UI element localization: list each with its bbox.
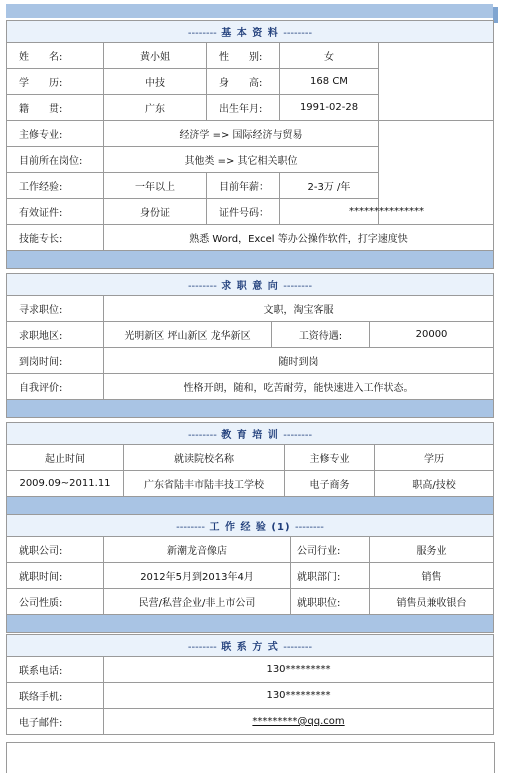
photo-cell xyxy=(379,43,494,121)
post-value: 销售员兼收银台 xyxy=(370,589,494,615)
edu-header-period: 起止时间 xyxy=(7,445,124,471)
edu-header-degree: 学历 xyxy=(375,445,494,471)
current-job-value: 其他类 => 其它相关职位 xyxy=(104,147,379,173)
dept-value: 销售 xyxy=(370,563,494,589)
id-label: 有效证件: xyxy=(7,199,104,225)
self-eval-label: 自我评价: xyxy=(7,374,104,400)
work-exp-label: 工作经验: xyxy=(7,173,104,199)
education-value: 中技 xyxy=(104,69,207,95)
work-time-label: 就职时间: xyxy=(7,563,104,589)
origin-value: 广东 xyxy=(104,95,207,121)
basic-info-table xyxy=(6,20,494,269)
edu-header-school: 就读院校名称 xyxy=(124,445,285,471)
arrive-label: 到岗时间: xyxy=(7,348,104,374)
contact-table xyxy=(6,634,494,735)
resume-page xyxy=(6,4,493,774)
origin-label: 籍 贯: xyxy=(7,95,104,121)
work-experience-table xyxy=(6,514,494,633)
gender-label: 性 别: xyxy=(207,43,280,69)
section-band xyxy=(7,400,494,418)
current-job-label: 目前所在岗位: xyxy=(7,147,104,173)
mobile-value: 130********* xyxy=(104,683,494,709)
education-label: 学 历: xyxy=(7,69,104,95)
major-value: 经济学 => 国际经济与贸易 xyxy=(104,121,379,147)
id-no-value: *************** xyxy=(280,199,494,225)
nature-value: 民营/私营企业/非上市公司 xyxy=(104,589,291,615)
education-heading: -------- 教 育 培 训 -------- xyxy=(7,423,494,445)
industry-label: 公司行业: xyxy=(291,537,370,563)
job-intent-table xyxy=(6,273,494,418)
pay-label: 工资待遇: xyxy=(272,322,370,348)
post-label: 就职职位: xyxy=(291,589,370,615)
major-label: 主修专业: xyxy=(7,121,104,147)
table-row xyxy=(7,471,494,497)
name-value: 黄小姐 xyxy=(104,43,207,69)
edu-major: 电子商务 xyxy=(285,471,375,497)
section-band xyxy=(7,251,494,269)
section-band xyxy=(7,497,494,515)
salary-label: 目前年薪： xyxy=(207,173,280,199)
pay-value: 20000 xyxy=(370,322,494,348)
salary-value: 2-3万 /年 xyxy=(280,173,379,199)
company-label: 就职公司: xyxy=(7,537,104,563)
height-label: 身 高: xyxy=(207,69,280,95)
position-label: 寻求职位: xyxy=(7,296,104,322)
gender-value: 女 xyxy=(280,43,379,69)
section-band xyxy=(7,615,494,633)
name-label: 姓 名: xyxy=(7,43,104,69)
edu-degree: 职高/技校 xyxy=(375,471,494,497)
job-intent-heading: -------- 求 职 意 向 -------- xyxy=(7,274,494,296)
position-value: 文职，淘宝客服 xyxy=(104,296,494,322)
id-value: 身份证 xyxy=(104,199,207,225)
height-value: 168 CM xyxy=(280,69,379,95)
birth-label: 出生年月: xyxy=(207,95,280,121)
empty-footer-row xyxy=(6,742,495,773)
area-label: 求职地区: xyxy=(7,322,104,348)
area-value: 光明新区 坪山新区 龙华新区 xyxy=(104,322,272,348)
company-value: 新潮龙音像店 xyxy=(104,537,291,563)
nature-label: 公司性质: xyxy=(7,589,104,615)
phone-label: 联系电话: xyxy=(7,657,104,683)
id-no-label: 证件号码： xyxy=(207,199,280,225)
work-exp-value: 一年以上 xyxy=(104,173,207,199)
education-table xyxy=(6,422,494,515)
arrive-value: 随时到岗 xyxy=(104,348,494,374)
dept-label: 就职部门: xyxy=(291,563,370,589)
edu-school: 广东省陆丰市陆丰技工学校 xyxy=(124,471,285,497)
industry-value: 服务业 xyxy=(370,537,494,563)
self-eval-value: 性格开朗，随和，吃苦耐劳，能快速进入工作状态。 xyxy=(104,374,494,400)
top-color-band xyxy=(6,4,493,18)
skills-label: 技能专长: xyxy=(7,225,104,251)
basic-info-heading: -------- 基 本 资 料 -------- xyxy=(7,21,494,43)
skills-value: 熟悉 Word，Excel 等办公操作软件，打字速度快 xyxy=(104,225,494,251)
edu-period: 2009.09~2011.11 xyxy=(7,471,124,497)
email-label: 电子邮件: xyxy=(7,709,104,735)
edu-header-major: 主修专业 xyxy=(285,445,375,471)
email-value[interactable] xyxy=(104,709,494,735)
work-heading: -------- 工 作 经 验 (1) -------- xyxy=(7,515,494,537)
work-time-value: 2012年5月到2013年4月 xyxy=(104,563,291,589)
birth-value: 1991-02-28 xyxy=(280,95,379,121)
contact-heading: -------- 联 系 方 式 -------- xyxy=(7,635,494,657)
phone-value: 130********* xyxy=(104,657,494,683)
mobile-label: 联络手机: xyxy=(7,683,104,709)
email-link[interactable]: *********@qq.com xyxy=(252,716,345,727)
